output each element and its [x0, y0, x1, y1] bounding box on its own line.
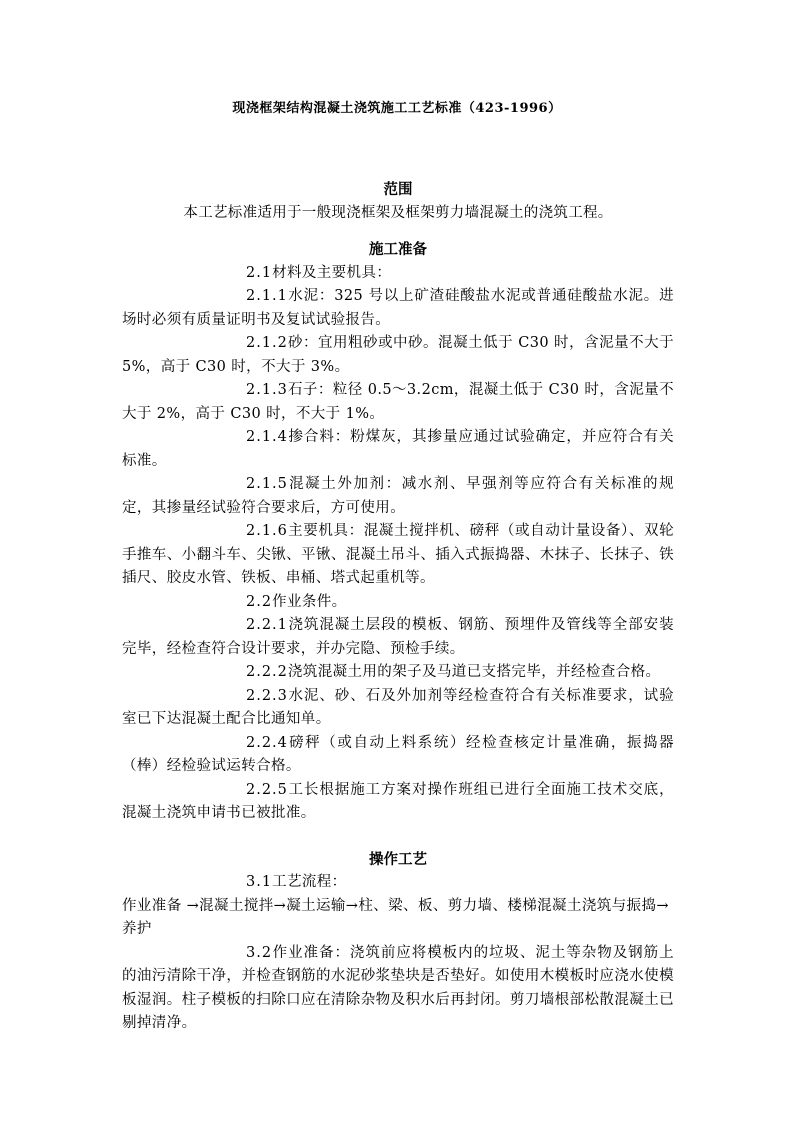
clause-3-2	[122, 942, 674, 1036]
clause-text: 作业准备：浇筑前应将模板内的垃圾、泥土等杂物及钢筋上的油污清除干净，并检查钢筋的水泥砂浆垫块是否垫好。如使用木模板时应浇水使模板湿润。柱子模板的扫除口应在清除杂物及积水后再封闭。剪刀墙根部松散混凝土已剔掉清净。	[122, 944, 674, 1031]
clause-number: 2.1.1	[246, 288, 288, 304]
document-body	[122, 178, 674, 1036]
section-heading-scope: 范围	[383, 181, 413, 198]
clause-text: 水泥：325 号以上矿渣硅酸盐水泥或普通硅酸盐水泥。进场时必须有质量证明书及复试试验报告。	[122, 288, 674, 328]
clause-2-2	[122, 591, 674, 615]
clause-2-1-2	[122, 332, 674, 379]
clause-3-1	[122, 871, 674, 895]
scope-text: 本工艺标准适用于一般现浇框架及框架剪力墙混凝土的浇筑工程。	[183, 204, 613, 221]
clause-text: 掺合料：粉煤灰，其掺量应通过试验确定，并应符合有关标准。	[122, 429, 674, 469]
clause-number: 2.1.2	[246, 335, 288, 351]
clause-2-1-6	[122, 520, 674, 591]
clause-number: 2.1.5	[246, 476, 288, 492]
clause-text: 作业条件。	[272, 593, 347, 610]
clause-text: 磅秤（或自动上料系统）经检查核定计量准确，振捣器（棒）经检验试运转合格。	[122, 734, 674, 774]
clause-number: 2.1	[246, 264, 273, 281]
clause-text: 材料及主要机具：	[272, 264, 392, 281]
clause-text: 砂：宜用粗砂或中砂。混凝土低于 C30 时，含泥量不大于 5%，高于 C30 时，不大于 3%。	[122, 335, 674, 375]
clause-number: 2.2	[246, 593, 273, 610]
clause-2-1-1	[122, 285, 674, 332]
clause-text: 主要机具：混凝土搅拌机、磅秤（或自动计量设备）、双轮手推车、小翻斗车、尖锹、平锹、混凝土吊斗、插入式振捣器、木抹子、长抹子、铁插尺、胶皮水管、铁板、串桶、塔式起重机等。	[122, 523, 674, 586]
clause-number: 2.2.2	[246, 664, 288, 680]
clause-text: 石子：粒径 0.5～3.2cm，混凝土低于 C30 时，含泥量不大于 2%，高于 C30 时，不大于 1%。	[122, 382, 674, 422]
document-title: 现浇框架结构混凝土浇筑施工工艺标准（423-1996）	[232, 101, 562, 116]
clause-number: 2.1.6	[246, 523, 288, 539]
clause-text: 工艺流程：	[272, 874, 347, 890]
clause-text: 浇筑混凝土用的架子及马道已支搭完毕，并经检查合格。	[287, 664, 661, 680]
clause-2-2-4	[122, 732, 674, 779]
clause-2-1-4	[122, 426, 674, 473]
clause-number: 3.2	[246, 944, 273, 961]
clause-2-2-1	[122, 614, 674, 661]
clause-text: 混凝土外加剂：减水剂、早强剂等应符合有关标准的规定，其掺量经试验符合要求后，方可使用。	[122, 476, 674, 516]
clause-number: 2.2.3	[246, 687, 288, 704]
clause-2-1	[122, 262, 674, 286]
clause-number: 2.2.1	[246, 617, 288, 633]
clause-2-2-2	[122, 661, 674, 685]
clause-number: 2.2.4	[246, 734, 288, 751]
section-heading-operation: 操作工艺	[369, 850, 427, 868]
clause-text: 浇筑混凝土层段的模板、钢筋、预埋件及管线等全部安装完毕，经检查符合设计要求，并办完隐、预检手续。	[122, 617, 674, 657]
clause-number: 2.1.4	[246, 429, 288, 445]
clause-2-2-5	[122, 779, 674, 826]
section-heading-preparation: 施工准备	[369, 241, 427, 258]
clause-text: 工长根据施工方案对操作班组已进行全面施工技术交底，混凝土浇筑申请书已被批准。	[122, 781, 674, 821]
clause-text: 水泥、砂、石及外加剂等经检查符合有关标准要求，试验室已下达混凝土配合比通知单。	[122, 687, 674, 727]
clause-number: 2.1.3	[246, 382, 288, 398]
clause-number: 3.1	[246, 874, 273, 890]
process-flow: 作业准备 →混凝土搅拌→凝土运输→柱、梁、板、剪力墙、楼梯混凝土浇筑与振捣→养护	[122, 897, 669, 937]
clause-number: 2.2.5	[246, 781, 288, 798]
clause-2-1-3	[122, 379, 674, 426]
clause-2-2-3	[122, 685, 674, 732]
clause-2-1-5	[122, 473, 674, 520]
